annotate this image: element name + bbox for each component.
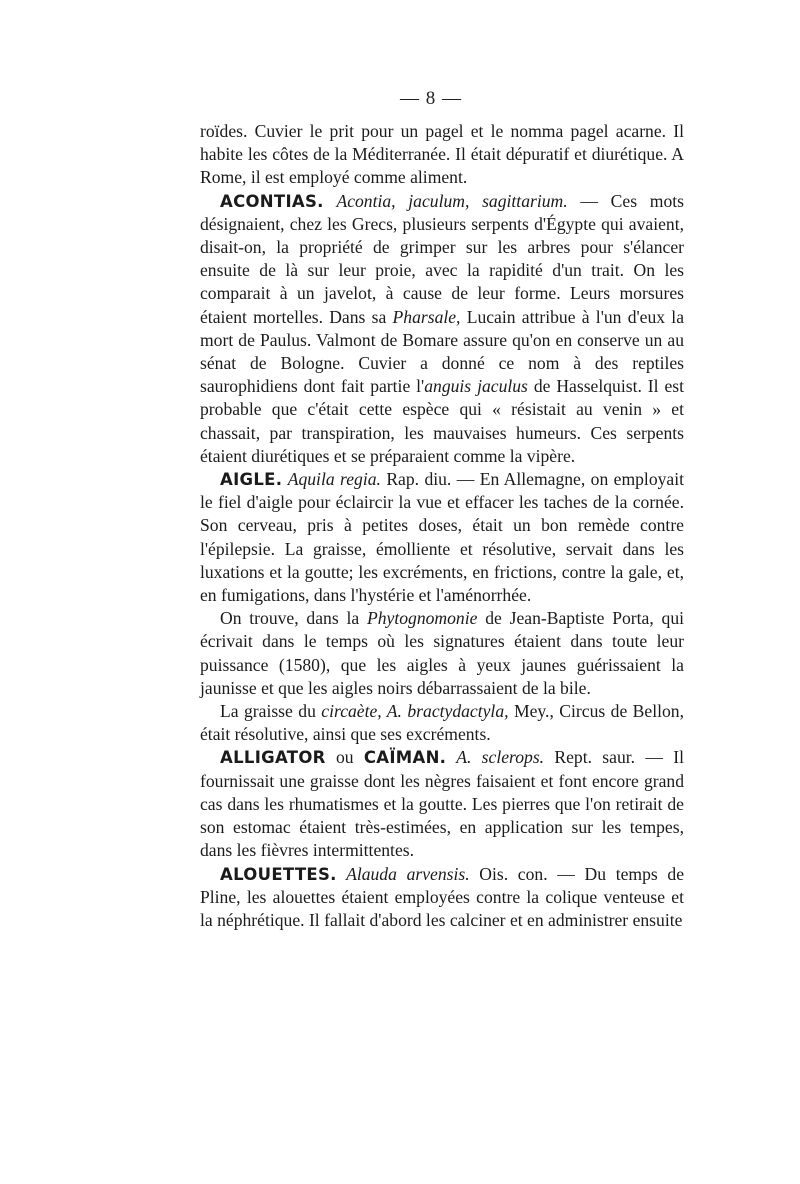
alouettes-text-1: Ois. con. — Du temps de Pline, les alouettes étaient employées contre la colique venteuse et la néphrétique. Il fallait d'abord les calciner et en administrer ensuite [200,863,684,930]
latin-aigle: Aquila regia. [287,469,381,490]
acontias-italic-pharsale: Pharsale, [392,306,461,327]
paragraph-aigle-2 [200,607,684,700]
entry-aigle [200,468,684,607]
alligator-connector: ou [325,747,364,768]
alligator-text-1: Rept. saur. — Il fournissait une graisse dont les nègres faisaient et font encore grand cas dans les rhumatismes et la goutte. Les pierres que l'on retirait de son estomac étaient très-estimées, en application sur les tempes, dans les fièvres intermittentes. [200,747,684,861]
latin-alouettes: Alauda arvensis. [336,863,470,884]
entry-acontias [200,190,684,468]
headword-alligator: ALLIGATOR [220,748,326,768]
acontias-text-2: Lucain attribue à l'un d'eux la mort de Paulus. Valmont de Bomare assure qu'on en conserve un au sénat de Bologne. Cuvier a donné ce nom à des reptiles saurophidiens dont fait partie l' [200,306,685,397]
aigle-2-text-1: On trouve, dans la [220,608,367,629]
acontias-italic-anguis: anguis jaculus [424,376,528,397]
headword-aigle: AIGLE. [220,470,283,490]
aigle-3-italic-circaete: circaète, A. bractydactyla, [321,701,509,722]
paragraph-continuation [200,120,684,190]
headword-caiman: CAÏMAN. [363,748,447,768]
aigle-3-text-1: La graisse du [220,701,322,722]
continuation-text: roïdes. Cuvier le prit pour un pagel et le nomma pagel acarne. Il habite les côtes de la Méditerranée. Il était dépuratif et diurétique. A Rome, il est employé comme aliment. [200,121,684,188]
aigle-2-italic-phytognomonie: Phytognomonie [366,608,478,629]
paragraph-aigle-3 [200,700,684,746]
acontias-text-1: — Ces mots désignaient, chez les Grecs, plusieurs serpents d'Égypte qui avaient, disait-on, la propriété de grimper sur les arbres pour s'élancer ensuite de là sur leur proie, avec la rapidité d'un trait. On les comparait à un javelot, à cause de leur forme. Leurs morsures étaient mortelles. Dans sa [200,190,684,327]
aigle-3-text-2: Mey., Circus de Bellon, était résolutive, ainsi que ses excréments. [200,701,684,745]
body-text [200,120,684,932]
acontias-text-3: de Hasselquist. Il est probable que c'était cette espèce qui « résistait au venin » et chassait, par transpiration, les mauvaises humeurs. Ces serpents étaient diurétiques et se préparaient comme la vipère. [200,376,684,466]
entry-alligator [200,746,684,862]
latin-acontias: Acontia, jaculum, sagittarium. [336,190,568,211]
entry-alouettes [200,863,684,933]
latin-alligator: A. sclerops. [446,747,545,768]
aigle-2-text-2: de Jean-Baptiste Porta, qui écrivait dans le temps où les signatures étaient dans toute leur puissance (1580), que les aigles à yeux jaunes guérissaient la jaunisse et que les aigles noirs débarrassaient de la bile. [200,608,685,698]
headword-acontias: ACONTIAS. [220,191,324,211]
headword-alouettes: ALOUETTES. [220,864,337,884]
page-number: — 8 — [400,88,462,109]
aigle-text-1: Rap. diu. — En Allemagne, on employait le fiel d'aigle pour éclaircir la vue et effacer les taches de la cornée. Son cerveau, pris à petites doses, était un bon remède contre l'épilepsie. La graisse, émolliente et résolutive, servait dans les luxations et la goutte; les excréments, en frictions, contre la gale, et, en fumigations, dans l'hystérie et l'aménorrhée. [200,469,684,606]
